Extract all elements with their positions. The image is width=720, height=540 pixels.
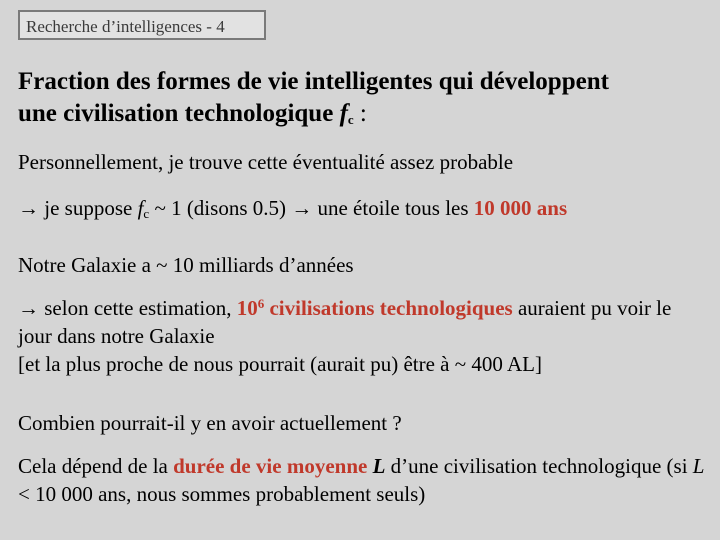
assumption-middle: ~ 1 (disons 0.5) → une étoile tous les [149,196,474,220]
title-line-2: une civilisation technologique [18,100,340,127]
estimation-power-base: 10 [236,296,258,320]
lifetime-middle: d’une civilisation technologique (si [385,454,693,478]
estimation-highlight [237,296,513,320]
paragraph-assumption [18,194,708,222]
lifetime-variable-2: L [692,454,705,478]
lifetime-variable: L [372,454,386,478]
assumption-prefix: → je suppose [18,196,138,220]
assumption-highlight: 10 000 ans [473,196,568,220]
paragraph-opinion: Personnellement, je trouve cette éventualité assez probable [18,150,514,174]
paragraph-question: Combien pourrait-il y en avoir actuellement ? [18,411,402,435]
lifetime-suffix: < 10 000 ans, nous sommes probablement seuls) [18,482,426,506]
assumption-variable-subscript: c [143,206,150,221]
title-variable-subscript: c [347,112,354,127]
slide-title [18,66,708,130]
estimation-highlight-text: civilisations technologiques [264,296,513,320]
slide-header-tag: Recherche d’intelligences - 4 [18,10,266,40]
lifetime-prefix: Cela dépend de la [18,454,174,478]
paragraph-galaxy-age: Notre Galaxie a ~ 10 milliards d’années [18,253,354,277]
title-colon: : [353,100,367,127]
estimation-power-exponent: 6 [257,296,265,311]
estimation-prefix: → selon cette estimation, [18,296,237,320]
paragraph-lifetime [18,452,708,508]
paragraph-estimation [18,294,708,378]
title-line-1: Fraction des formes de vie intelligentes qui développent [18,68,609,95]
assumption-variable: f [137,196,144,220]
estimation-suffix: auraient pu voir le jour dans notre Galaxie [18,296,672,348]
lifetime-highlight: durée de vie moyenne [173,454,368,478]
estimation-nearest-note: [et la plus proche de nous pourrait (aurait pu) être à ~ 400 AL] [18,352,542,376]
title-variable: f [339,100,348,127]
